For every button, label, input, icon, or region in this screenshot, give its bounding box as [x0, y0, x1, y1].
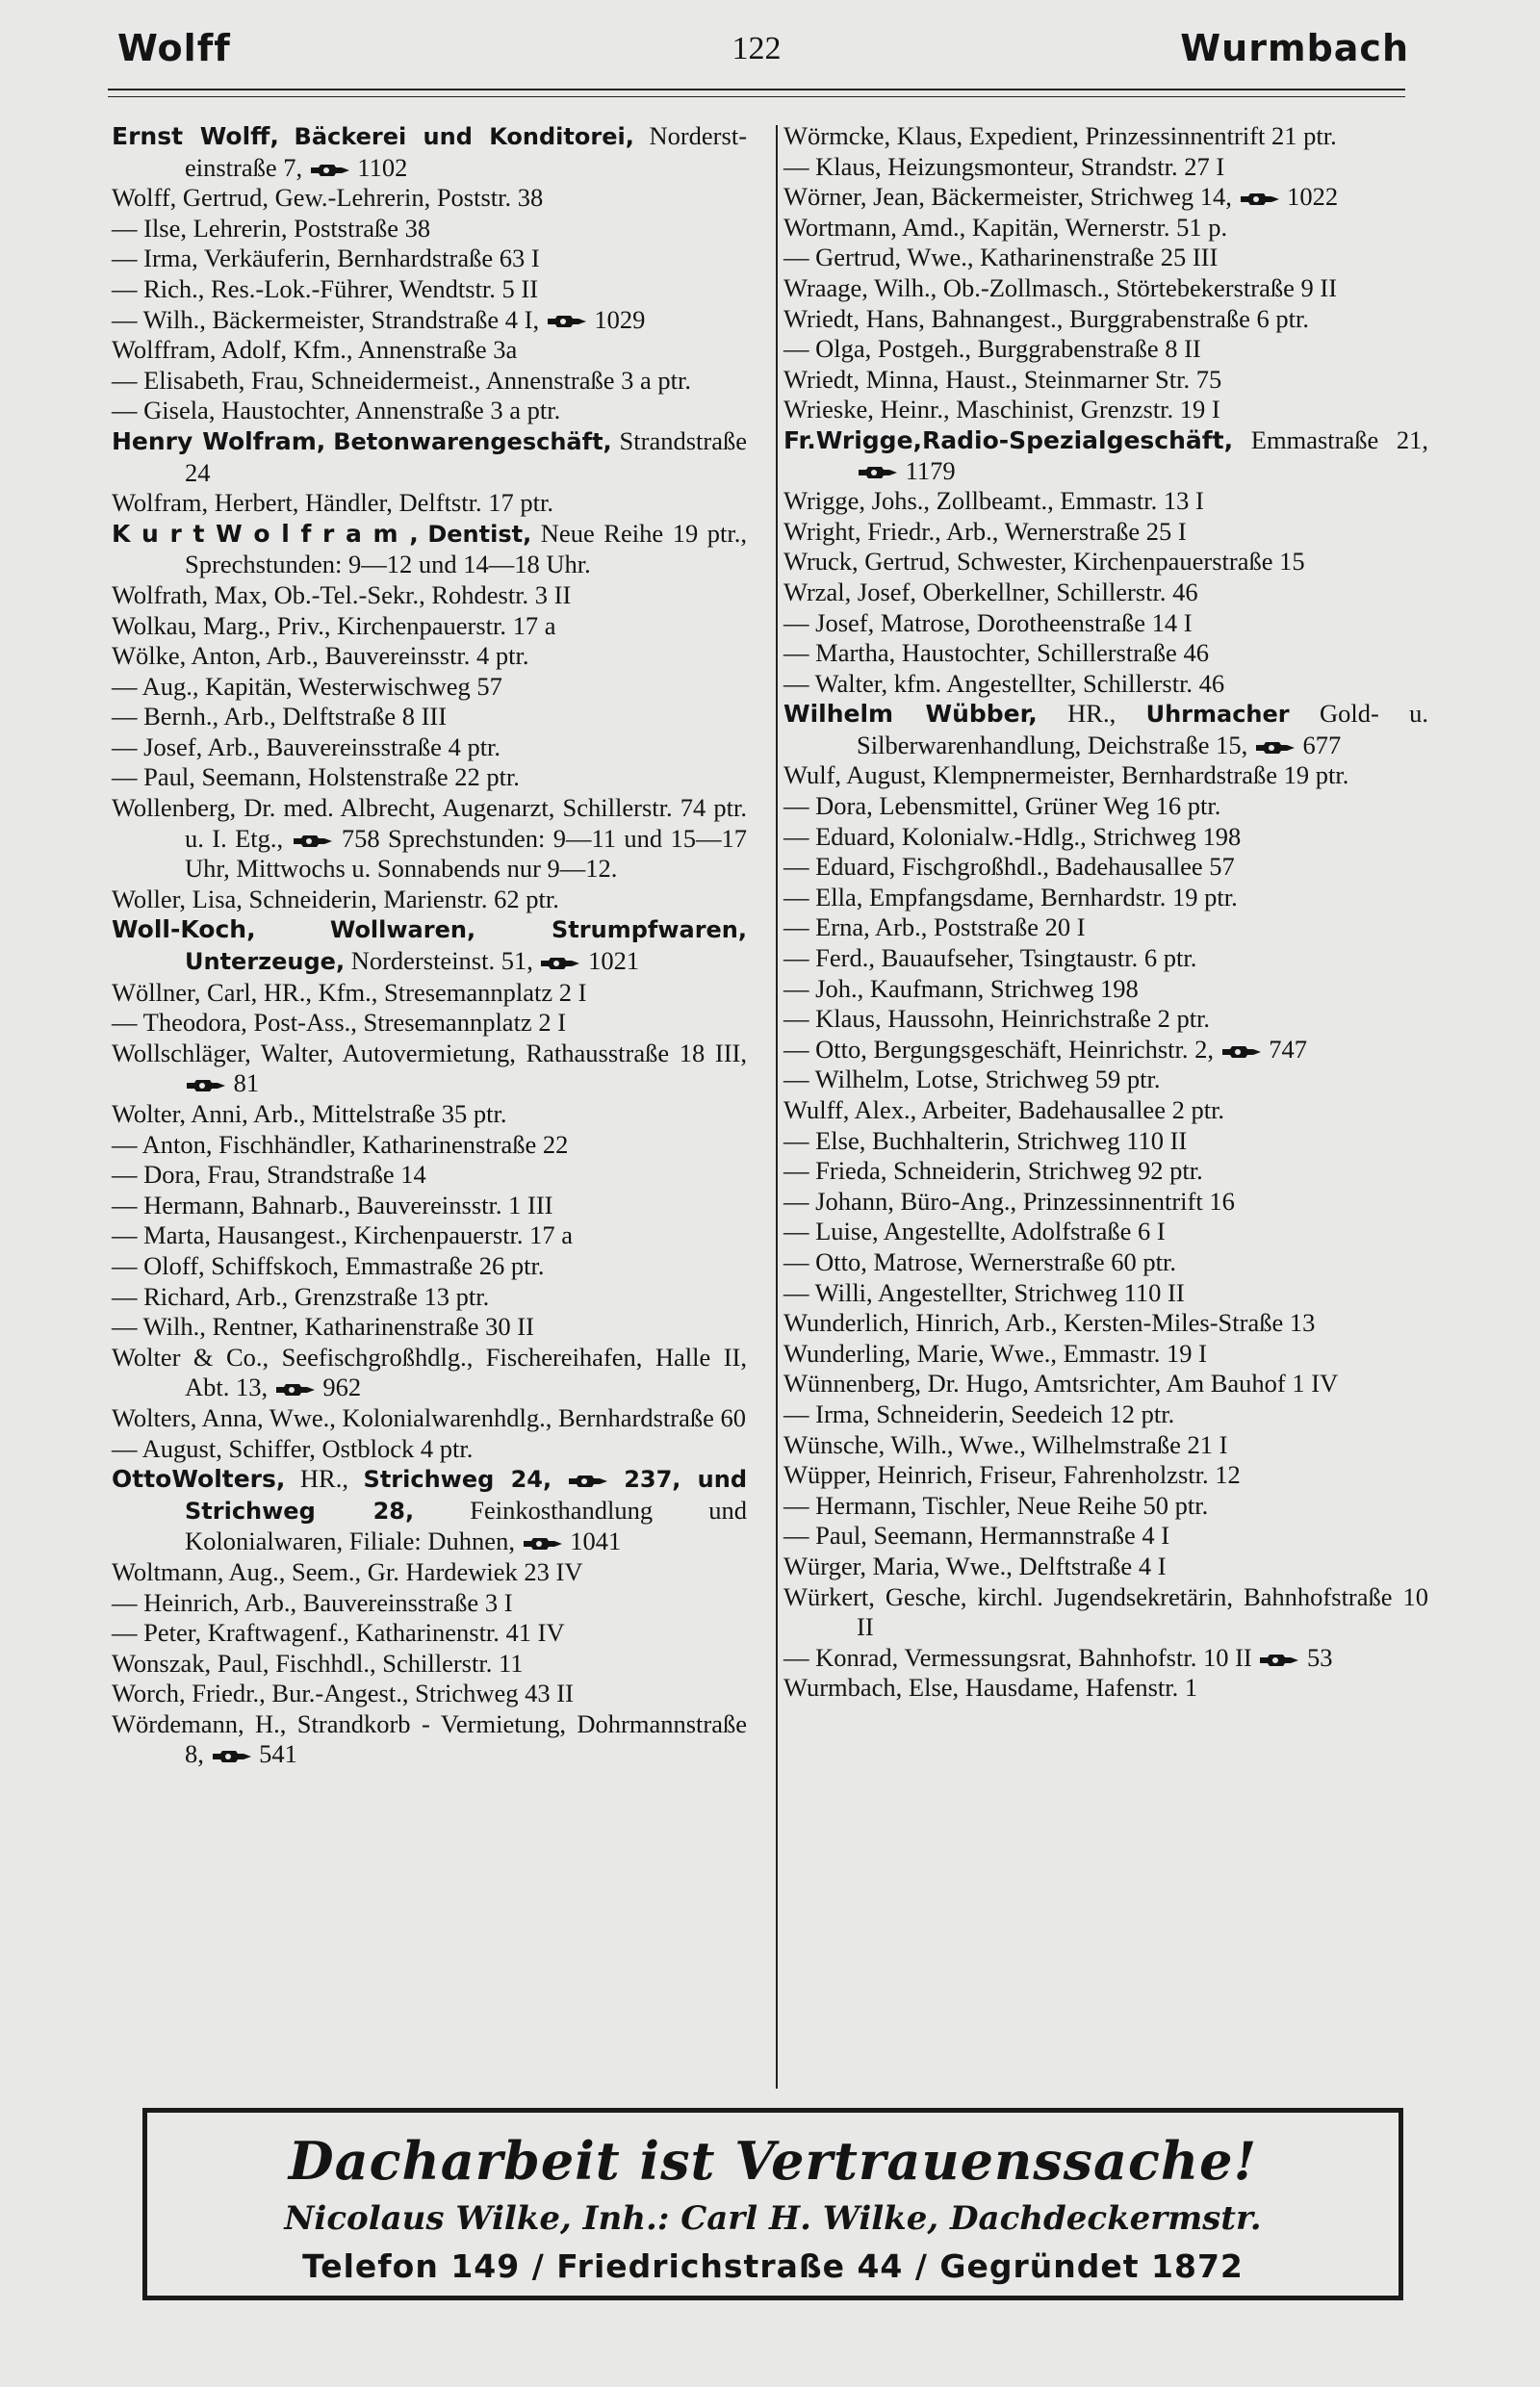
entry-text: — Klaus, Haussohn, Heinrichstraße 2 ptr. — [783, 1004, 1211, 1034]
entry-text: Wrieske, Heinr., Maschinist, Grenzstr. 19 I — [783, 395, 1220, 424]
directory-entry — [112, 611, 747, 642]
directory-entry — [783, 121, 1428, 152]
entry-text: Wolter, Anni, Arb., Mittelstraße 35 ptr. — [112, 1099, 507, 1128]
directory-entry — [783, 1156, 1428, 1187]
directory-entry — [783, 669, 1428, 700]
entry-business-name: OttoWolters, — [112, 1465, 286, 1494]
entry-phone-number: 1102 — [357, 152, 408, 182]
directory-entry — [783, 791, 1428, 822]
header-first-name: Wolff — [117, 27, 231, 69]
telephone-icon — [546, 313, 588, 330]
entry-text: Woller, Lisa, Schneiderin, Marienstr. 62 ptr. — [112, 884, 559, 913]
entry-text: HR., — [1067, 699, 1116, 729]
entry-phone-number: 53 — [1307, 1642, 1333, 1672]
entry-text: — Hermann, Bahnarb., Bauvereinsstr. 1 III — [112, 1190, 553, 1219]
directory-entry — [112, 1434, 747, 1465]
directory-entry — [783, 425, 1428, 486]
telephone-icon — [309, 162, 351, 179]
entry-text: — Irma, Schneiderin, Seedeich 12 ptr. — [783, 1399, 1175, 1428]
entry-phone-number: 962 — [322, 1373, 362, 1402]
telephone-icon — [857, 464, 899, 481]
entry-text: — Ferd., Bauaufseher, Tsingtaustr. 6 ptr. — [783, 943, 1197, 973]
directory-entry — [112, 1220, 747, 1251]
directory-entry — [783, 638, 1428, 669]
entry-phone-number: 1179 — [905, 455, 956, 485]
entry-text: Wüpper, Heinrich, Friseur, Fahrenholzstr. 12 — [783, 1460, 1241, 1490]
entry-text: — Dora, Frau, Strandstraße 14 — [112, 1160, 426, 1190]
directory-entry — [783, 760, 1428, 791]
directory-entry — [783, 1552, 1428, 1582]
entry-text: — Gertrud, Wwe., Katharinenstraße 25 III — [783, 243, 1219, 272]
entry-phone-number: 1041 — [570, 1527, 622, 1556]
directory-entry — [112, 1343, 747, 1403]
entry-text: — Anton, Fischhändler, Katharinenstraße 22 — [112, 1129, 569, 1159]
entry-business-type: Strichweg 24, — [363, 1466, 552, 1494]
directory-entry — [112, 519, 747, 580]
entry-text: Wrzal, Josef, Oberkellner, Schillerstr. 46 — [783, 577, 1198, 606]
entry-text: Wöllner, Carl, HR., Kfm., Stresemannplatz 2 I — [112, 977, 587, 1007]
entry-phone-number: 758 Sprechstunden: 9—11 und 15—17 Uhr, Mittwochs u. Sonnabends nur 9—12. — [185, 823, 748, 884]
entry-text: Neue Reihe 19 ptr., Sprechstunden: 9—12 und 14—18 Uhr. — [185, 518, 748, 579]
entry-text: Nordersteinstraße 7, — [185, 121, 748, 182]
directory-entry — [112, 732, 747, 763]
directory-entry — [783, 1004, 1428, 1035]
entry-text: Wolter & Co., Seefischgroßhdlg., Fischereihafen, Halle II, Abt. 13, — [112, 1342, 747, 1402]
entry-text: Wolff, Gertrud, Gew.-Lehrerin, Poststr. 38 — [112, 183, 544, 213]
entry-text: Wölke, Anton, Arb., Bauvereinsstr. 4 ptr. — [112, 641, 529, 671]
directory-entry — [783, 334, 1428, 365]
directory-entry — [112, 641, 747, 672]
directory-entry — [783, 1399, 1428, 1430]
directory-entry — [112, 1588, 747, 1619]
entry-text: — Richard, Arb., Grenzstraße 13 ptr. — [112, 1281, 490, 1311]
entry-text: Wünsche, Wilh., Wwe., Wilhelmstraße 21 I — [783, 1429, 1228, 1459]
directory-entry — [783, 974, 1428, 1005]
directory-entry — [112, 274, 747, 305]
directory-entry — [783, 182, 1428, 213]
entry-text: — Marta, Hausangest., Kirchenpauerstr. 17 a — [112, 1220, 574, 1250]
entry-text: Woltmann, Aug., Seem., Gr. Hardewiek 23 IV — [112, 1556, 583, 1586]
entry-text: Wollenberg, Dr. med. Albrecht, Augenarzt, Schillerstr. 74 ptr. u. I. Etg., — [112, 793, 747, 853]
right-column — [783, 121, 1428, 1704]
entry-text: — August, Schiffer, Ostblock 4 ptr. — [112, 1433, 474, 1463]
directory-entry — [112, 1403, 747, 1434]
left-column — [112, 121, 747, 1770]
entry-phone-number: 747 — [1269, 1034, 1307, 1064]
ad-company: Nicolaus Wilke, Inh.: Carl H. Wilke, Dachdeckermstr. — [284, 2199, 1262, 2238]
entry-text: — Walter, kfm. Angestellter, Schillerstr. 46 — [783, 668, 1225, 698]
entry-business-type: Betonwarengeschäft, — [333, 427, 612, 455]
entry-text: Wördemann, H., Strandkorb - Vermietung, Dohrmannstraße 8, — [112, 1708, 747, 1769]
directory-entry — [112, 366, 747, 397]
entry-phone-number: 1029 — [594, 304, 646, 334]
entry-business-name: Wilhelm Wübber, — [783, 700, 1038, 729]
directory-entry — [783, 1126, 1428, 1157]
entry-text: — Josef, Matrose, Dorotheenstraße 14 I — [783, 607, 1193, 637]
header-rule-thin — [108, 96, 1405, 97]
entry-text: Emmastraße 21, — [1250, 424, 1429, 454]
entry-text: — Ella, Empfangsdame, Bernhardstr. 19 ptr. — [783, 882, 1238, 911]
directory-entry — [783, 517, 1428, 548]
directory-entry — [783, 395, 1428, 425]
directory-entry — [112, 1191, 747, 1221]
entry-text: — Aug., Kapitän, Westerwischweg 57 — [112, 671, 502, 701]
entry-text: Nordersteinst. 51, — [350, 946, 533, 976]
entry-text: — Otto, Matrose, Wernerstraße 60 ptr. — [783, 1246, 1177, 1276]
entry-text: Wünnenberg, Dr. Hugo, Amtsrichter, Am Bauhof 1 IV — [783, 1369, 1339, 1399]
entry-text: Wright, Friedr., Arb., Wernerstraße 25 I — [783, 516, 1187, 546]
directory-entry — [783, 1278, 1428, 1309]
entry-text: — Wilh., Rentner, Katharinenstraße 30 II — [112, 1312, 534, 1342]
directory-entry — [783, 1521, 1428, 1552]
entry-text: Wollschläger, Walter, Autovermietung, Rathausstraße 18 III, — [112, 1038, 747, 1067]
entry-text: — Joh., Kaufmann, Strichweg 198 — [783, 973, 1139, 1003]
entry-text: Wörner, Jean, Bäckermeister, Strichweg 14, — [783, 182, 1232, 212]
directory-entry — [783, 1247, 1428, 1278]
entry-text: — Olga, Postgeh., Burggrabenstraße 8 II — [783, 334, 1201, 364]
directory-entry — [112, 1130, 747, 1161]
entry-text: — Johann, Büro-Ang., Prinzessinnentrift 16 — [783, 1186, 1235, 1216]
directory-entry — [112, 672, 747, 703]
directory-entry — [783, 152, 1428, 183]
entry-text: Wörmcke, Klaus, Expedient, Prinzessinnentrift 21 ptr. — [783, 121, 1337, 150]
telephone-icon — [185, 1077, 227, 1094]
directory-entry — [112, 1464, 747, 1557]
entry-text: HR., — [299, 1464, 348, 1494]
directory-entry — [112, 762, 747, 793]
directory-entry — [112, 1312, 747, 1343]
directory-entry — [783, 1430, 1428, 1461]
directory-entry — [112, 702, 747, 732]
directory-entry — [112, 1099, 747, 1130]
header-last-name: Wurmbach — [1180, 27, 1409, 69]
ad-slogan: Dacharbeit ist Vertrauenssache! — [288, 2130, 1258, 2192]
entry-text: Würkert, Gesche, kirchl. Jugendsekretärin, Bahnhofstraße 10 II — [783, 1581, 1428, 1642]
directory-entry — [783, 822, 1428, 853]
directory-entry — [112, 214, 747, 244]
header-rule — [108, 89, 1405, 90]
entry-business-name: K u r t W o l f r a m , — [112, 519, 419, 548]
directory-entry — [783, 1369, 1428, 1399]
directory-entry — [783, 1187, 1428, 1218]
entry-address-bold: 237, und Strichweg 28, — [185, 1466, 748, 1525]
directory-entry — [112, 396, 747, 426]
entry-text-continued: Gold- u. Silberwarenhandlung, Deichstraße 15, — [857, 699, 1429, 759]
entry-text: — Wilh., Bäckermeister, Strandstraße 4 I, — [112, 304, 540, 334]
entry-text: — Luise, Angestellte, Adolfstraße 6 I — [783, 1217, 1166, 1246]
entry-business-type: Bäckerei und Konditorei, — [294, 123, 634, 150]
telephone-icon — [1254, 739, 1296, 757]
directory-entry — [112, 978, 747, 1009]
telephone-icon — [1258, 1652, 1300, 1669]
directory-entry — [783, 608, 1428, 639]
entry-text: — Eduard, Kolonialw.-Hdlg., Strichweg 198 — [783, 821, 1242, 851]
entry-text: — Wilhelm, Lotse, Strichweg 59 ptr. — [783, 1065, 1161, 1094]
entry-text: Wriedt, Minna, Haust., Steinmarner Str. 75 — [783, 364, 1222, 394]
entry-phone-number: 1022 — [1287, 182, 1339, 212]
directory-entry — [783, 273, 1428, 304]
entry-business-name: Woll-Koch, — [112, 915, 256, 944]
entry-text: — Erna, Arb., Poststraße 20 I — [783, 912, 1086, 942]
entry-text: Wrigge, Johs., Zollbeamt., Emmastr. 13 I — [783, 486, 1204, 516]
directory-entry — [783, 1339, 1428, 1370]
entry-text: — Klaus, Heizungsmonteur, Strandstr. 27 I — [783, 151, 1225, 181]
entry-text: Wolkau, Marg., Priv., Kirchenpauerstr. 17 a — [112, 610, 556, 640]
entry-text: Wunderling, Marie, Wwe., Emmastr. 19 I — [783, 1338, 1208, 1368]
entry-text: — Else, Buchhalterin, Strichweg 110 II — [783, 1125, 1188, 1155]
entry-text: Wruck, Gertrud, Schwester, Kirchenpauerstraße 15 — [783, 547, 1305, 577]
directory-entry — [783, 1582, 1428, 1643]
entry-text: Wulf, August, Klempnermeister, Bernhardstraße 19 ptr. — [783, 760, 1349, 790]
directory-entry — [112, 305, 747, 336]
entry-text: Wunderlich, Hinrich, Arb., Kersten-Miles-Straße 13 — [783, 1308, 1316, 1338]
entry-text: — Rich., Res.-Lok.-Führer, Wendtstr. 5 II — [112, 273, 539, 303]
entry-text: Worch, Friedr., Bur.-Angest., Strichweg 43 II — [112, 1679, 574, 1708]
directory-entry — [112, 914, 747, 977]
entry-text: Strandstraße 24 — [185, 425, 747, 487]
directory-entry — [783, 912, 1428, 943]
entry-text: — Eduard, Fischgroßhdl., Badehausallee 57 — [783, 852, 1235, 882]
entry-phone-number: Feinkosthandlung und Kolonialwaren, Filiale: Duhnen, — [185, 1495, 748, 1556]
directory-entry — [783, 365, 1428, 396]
directory-entry — [112, 1649, 747, 1680]
page-number: 122 — [732, 31, 782, 66]
directory-entry — [112, 121, 747, 183]
directory-entry — [783, 1460, 1428, 1491]
directory-entry — [112, 1282, 747, 1313]
entry-business-name: Ernst Wolff, — [112, 122, 279, 150]
directory-entry — [112, 1039, 747, 1099]
directory-entry — [112, 1679, 747, 1709]
directory-entry — [783, 1217, 1428, 1247]
entry-text: — Ilse, Lehrerin, Poststraße 38 — [112, 213, 431, 243]
entry-text: Wulff, Alex., Arbeiter, Badehausallee 2 ptr. — [783, 1095, 1225, 1124]
entry-text: — Peter, Kraftwagenf., Katharinenstr. 41 IV — [112, 1618, 565, 1648]
entry-text: — Paul, Seemann, Hermannstraße 4 I — [783, 1521, 1170, 1551]
directory-entry — [112, 580, 747, 611]
entry-text: Wortmann, Amd., Kapitän, Wernerstr. 51 p. — [783, 212, 1228, 242]
entry-text: — Dora, Lebensmittel, Grüner Weg 16 ptr. — [783, 791, 1221, 821]
entry-text: — Konrad, Vermessungsrat, Bahnhofstr. 10 II — [783, 1642, 1252, 1672]
page-header — [108, 27, 1409, 75]
telephone-icon — [1239, 191, 1281, 208]
directory-entry — [112, 244, 747, 274]
entry-text: — Elisabeth, Frau, Schneidermeist., Annenstraße 3 a ptr. — [112, 365, 692, 395]
telephone-icon — [1220, 1043, 1263, 1061]
directory-entry — [112, 183, 747, 214]
entry-text: — Bernh., Arb., Delftstraße 8 III — [112, 702, 448, 732]
directory-entry — [112, 1160, 747, 1191]
entry-text: — Otto, Bergungsgeschäft, Heinrichstr. 2, — [783, 1034, 1214, 1064]
entry-text: Wriedt, Hans, Bahnangest., Burggrabenstraße 6 ptr. — [783, 303, 1309, 333]
directory-entry — [783, 1308, 1428, 1339]
entry-text: — Willi, Angestellter, Strichweg 110 II — [783, 1277, 1185, 1307]
directory-entry — [112, 335, 747, 366]
entry-text: Wolters, Anna, Wwe., Kolonialwarenhdlg., Bernhardstraße 60 — [112, 1402, 746, 1432]
directory-entry — [112, 793, 747, 885]
entry-text: Wolfram, Herbert, Händler, Delftstr. 17 ptr. — [112, 488, 553, 518]
entry-text: — Gisela, Haustochter, Annenstraße 3 a ptr. — [112, 396, 561, 425]
entry-text: Wolfrath, Max, Ob.-Tel.-Sekr., Rohdestr. 3 II — [112, 579, 572, 609]
directory-entry — [783, 486, 1428, 517]
advertisement-box — [142, 2108, 1403, 2300]
telephone-icon — [211, 1748, 253, 1765]
directory-entry — [783, 213, 1428, 244]
directory-entry — [112, 1251, 747, 1282]
telephone-icon — [292, 833, 334, 850]
entry-business-name: Henry Wolfram, — [112, 426, 326, 455]
entry-text: Würger, Maria, Wwe., Delftstraße 4 I — [783, 1551, 1167, 1580]
directory-entry — [783, 1491, 1428, 1522]
directory-entry — [783, 1673, 1428, 1704]
telephone-icon — [539, 955, 581, 972]
directory-entry — [783, 547, 1428, 578]
entry-text: — Irma, Verkäuferin, Bernhardstraße 63 I — [112, 244, 540, 273]
directory-entry — [783, 1035, 1428, 1065]
directory-entry — [783, 1065, 1428, 1095]
entry-text: — Josef, Arb., Bauvereinsstraße 4 ptr. — [112, 732, 501, 761]
entry-business-name: Fr.Wrigge,Radio-Spezialgeschäft, — [783, 425, 1234, 454]
entry-text: — Frieda, Schneiderin, Strichweg 92 ptr. — [783, 1156, 1203, 1186]
telephone-icon — [522, 1535, 564, 1553]
column-divider — [776, 125, 778, 2089]
entry-business-type: Wollwaren, Strumpfwaren, Unterzeuge, — [185, 916, 748, 976]
directory-entry — [783, 304, 1428, 335]
entry-text: — Martha, Haustochter, Schillerstraße 46 — [783, 638, 1209, 668]
entry-business-type: Dentist, — [427, 520, 532, 548]
directory-entry — [783, 1095, 1428, 1126]
directory-entry — [783, 943, 1428, 974]
entry-text: Wurmbach, Else, Hausdame, Hafenstr. 1 — [783, 1673, 1198, 1703]
directory-entry — [112, 426, 747, 488]
directory-entry — [783, 852, 1428, 883]
directory-entry — [783, 1643, 1428, 1674]
directory-entry — [112, 885, 747, 915]
directory-entry — [783, 578, 1428, 608]
directory-entry — [112, 488, 747, 519]
entry-text: Wonszak, Paul, Fischhdl., Schillerstr. 11 — [112, 1648, 524, 1678]
entry-text: — Paul, Seemann, Holstenstraße 22 ptr. — [112, 762, 520, 792]
entry-text: — Oloff, Schiffskoch, Emmastraße 26 ptr. — [112, 1250, 545, 1280]
directory-entry — [783, 699, 1428, 760]
entry-phone-number: 81 — [233, 1068, 260, 1098]
entry-text: — Hermann, Tischler, Neue Reihe 50 ptr. — [783, 1490, 1209, 1520]
directory-entry — [112, 1008, 747, 1039]
entry-text: — Heinrich, Arb., Bauvereinsstraße 3 I — [112, 1587, 513, 1617]
telephone-icon — [567, 1473, 609, 1490]
entry-text: Wraage, Wilh., Ob.-Zollmasch., Störtebekerstraße 9 II — [783, 272, 1338, 302]
telephone-icon — [274, 1381, 317, 1399]
directory-entry — [112, 1557, 747, 1588]
entry-text: Wolffram, Adolf, Kfm., Annenstraße 3a — [112, 335, 518, 365]
directory-entry — [783, 883, 1428, 913]
ad-contact: Telefon 149 / Friedrichstraße 44 / Gegründet 1872 — [302, 2247, 1244, 2285]
entry-text: — Theodora, Post-Ass., Stresemannplatz 2 I — [112, 1008, 567, 1038]
entry-phone-number: 677 — [1302, 730, 1342, 759]
entry-phone-number: 1021 — [588, 946, 640, 976]
directory-entry — [112, 1618, 747, 1649]
directory-entry — [112, 1709, 747, 1770]
entry-phone-number: 541 — [259, 1739, 297, 1769]
directory-entry — [783, 243, 1428, 273]
entry-business-type: Uhrmacher — [1145, 701, 1290, 729]
